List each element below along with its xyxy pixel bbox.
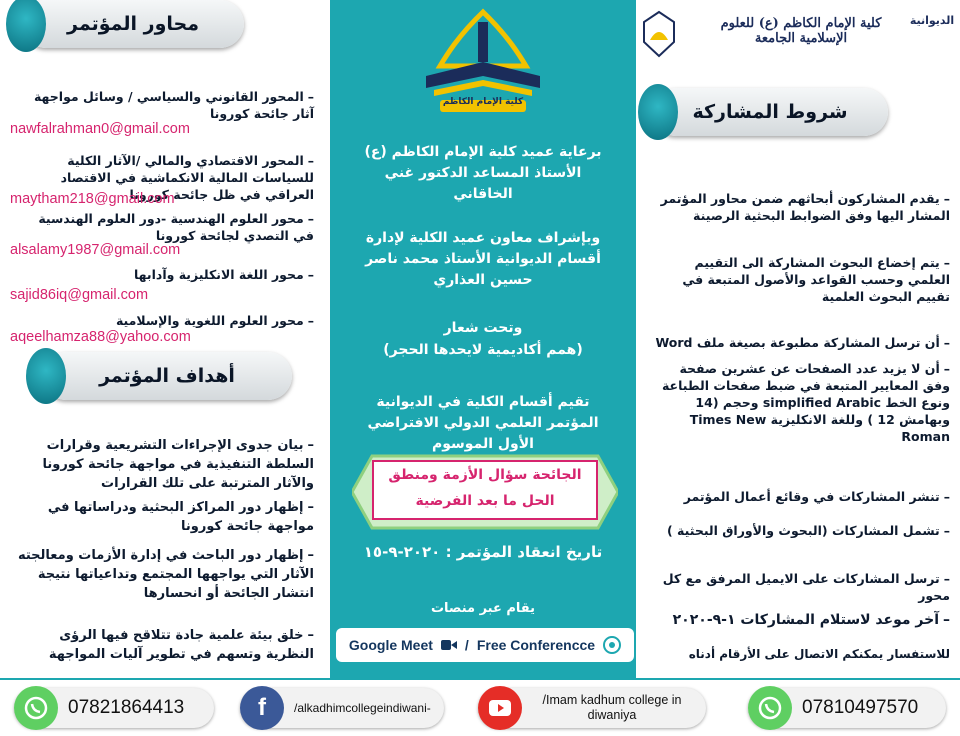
free-conference-label[interactable]: Free Conferencce xyxy=(476,637,596,653)
whatsapp-icon xyxy=(14,686,58,730)
condition-item: –تشمل المشاركات (البحوث والأوراق البحثية ) xyxy=(666,523,950,538)
supervision-text: وبإشراف معاون عميد الكلية لإدارة أقسام الديوانية الأستاذ محمد ناصر حسين العذاري xyxy=(365,230,601,288)
organizes-text: تقيم أقسام الكلية في الديوانية المؤتمر العلمي الدولي الافتراضي الأول الموسوم xyxy=(367,394,599,452)
college-header-title: كلية الإمام الكاظم (ع) للعلوم الإسلامية الجامعة xyxy=(720,16,882,46)
facebook-link[interactable] xyxy=(240,688,444,728)
goals-title: أهداف المؤتمر xyxy=(99,365,235,387)
conditions-banner xyxy=(652,88,888,136)
slogan-intro: وتحت شعار xyxy=(443,320,523,336)
goal-item: –بيان جدوى الإجراءات التشريعية وقرارات السلطة التنفيذية في مواجهة جائحة كورونا والآثار المترتبة على تلك القرارات xyxy=(42,438,314,491)
condition-item: –ترسل المشاركات على الايميل المرفق مع كل محور xyxy=(662,571,950,603)
middle-column xyxy=(330,0,636,678)
axes-title: محاور المؤتمر xyxy=(67,13,199,35)
youtube-link[interactable] xyxy=(478,688,706,728)
axis-item: –المحور الاقتصادي والمالي /الآثار الكلية للسياسات المالية الانكماشية في الاقتصاد العراقي في ظل جائحة كورونا xyxy=(60,153,314,202)
whatsapp-icon xyxy=(748,686,792,730)
goals-banner xyxy=(42,352,292,400)
banner-curl-icon xyxy=(638,84,678,140)
axis-email[interactable]: sajid86iq@gmail.com xyxy=(10,287,149,303)
platforms-bar xyxy=(336,628,634,662)
platforms-label: يقام عبر منصات xyxy=(430,601,536,616)
video-camera-icon xyxy=(441,639,457,651)
deadline-text: –آخر موعد لاستلام المشاركات ١-٩-٢٠٢٠ xyxy=(672,612,950,628)
axis-email[interactable]: maytham218@gmail.com xyxy=(10,191,175,207)
axis-item: –محور العلوم اللغوية والإسلامية xyxy=(115,313,314,328)
left-column xyxy=(0,0,328,678)
axis-item: –المحور القانوني والسياسي / وسائل مواجهة آثار جائحة كورونا xyxy=(33,89,314,121)
axis-item: –محور اللغة الانكليزية وآدابها xyxy=(133,267,314,282)
axes-banner xyxy=(22,0,244,48)
axis-item: –محور العلوم الهندسية -دور العلوم الهندسية في التصدي لجائحة كورونا xyxy=(38,211,314,243)
footer xyxy=(0,678,960,736)
condition-item: –يقدم المشاركون أبحاثهم ضمن محاور المؤتمر المشار اليها وفق الضوابط البحثية الرصينة xyxy=(660,191,950,223)
goal-item: –إظهار دور الباحث في إدارة الأزمات ومعالجته الآثار التي يواجهها المجتمع وتداعياتها نتيجة انتشار الجائحة أو انحسارها xyxy=(17,548,314,601)
conditions-title: شروط المشاركة xyxy=(692,101,848,123)
condition-item: –تنشر المشاركات في وقائع أعمال المؤتمر xyxy=(683,489,950,504)
logo-caption: كلية الإمام الكاظم xyxy=(442,97,524,107)
university-emblem-icon xyxy=(642,10,676,58)
patron-text: برعاية عميد كلية الإمام الكاظم (ع) الأستاذ المساعد الدكتور غني الخاقاني xyxy=(364,144,602,202)
theme-text: الجائحة سؤال الأزمة ومنطق الحل ما بعد الفرضية xyxy=(372,460,598,520)
goal-item: –خلق بيئة علمية جادة تتلاقح فيها الرؤى النظرية وتسهم في تطوير آليات المواجهة xyxy=(48,628,314,662)
goal-item: –إظهار دور المراكز البحثية ودراساتها في مواجهة جائحة كورونا xyxy=(47,500,314,534)
facebook-handle: /alkadhimcollegeindiwani- xyxy=(294,701,431,715)
slogan-text: (همم أكاديمية لايحدها الحجر) xyxy=(383,342,583,358)
date-row xyxy=(330,542,636,563)
youtube-channel: /Imam kadhum college in diwaniya xyxy=(542,693,682,722)
college-header-sub: الديوانية xyxy=(909,14,955,27)
condition-item: –أن لا يزيد عدد الصفحات عن عشرين صفحة وفق المعايير المتبعة في ضبط صفحات الطباعة ونوع الخط simplified Arabic وحجم (14 وبهامش 12 ) وللغة الانكليزية Times New Roman xyxy=(661,361,950,444)
phone-number-2: 07810497570 xyxy=(802,697,919,718)
theme-box xyxy=(352,452,618,532)
banner-curl-icon xyxy=(26,348,66,404)
platform-separator: / xyxy=(464,637,469,653)
axis-email[interactable]: aqeelhamza88@yahoo.com xyxy=(10,329,191,345)
condition-item: –يتم إخضاع البحوث المشاركة الى التقييم العلمي وحسب القواعد والأصول المتبعة في تقييم البحوث العلمية xyxy=(682,255,950,304)
right-column xyxy=(638,0,960,678)
date-label: تاريخ انعقاد المؤتمر : xyxy=(445,543,603,561)
phone-number-1: 07821864413 xyxy=(68,697,185,718)
date-value: ٢٠٢٠-٩-١٥ xyxy=(363,543,441,561)
axis-email[interactable]: nawfalrahman0@gmail.com xyxy=(10,121,190,137)
condition-item: –أن ترسل المشاركة مطبوعة بصيغة ملف Word xyxy=(655,335,950,350)
whatsapp-contact-1[interactable] xyxy=(14,688,214,728)
contact-text: للاستفسار يمكنكم الاتصال على الأرقام أدناه xyxy=(688,647,950,661)
youtube-icon xyxy=(478,686,522,730)
whatsapp-contact-2[interactable] xyxy=(748,688,946,728)
facebook-icon: f xyxy=(240,686,284,730)
axis-email[interactable]: alsalamy1987@gmail.com xyxy=(10,242,181,258)
conference-icon xyxy=(603,636,621,654)
banner-curl-icon xyxy=(6,0,46,52)
google-meet-label[interactable]: Google Meet xyxy=(348,637,433,653)
